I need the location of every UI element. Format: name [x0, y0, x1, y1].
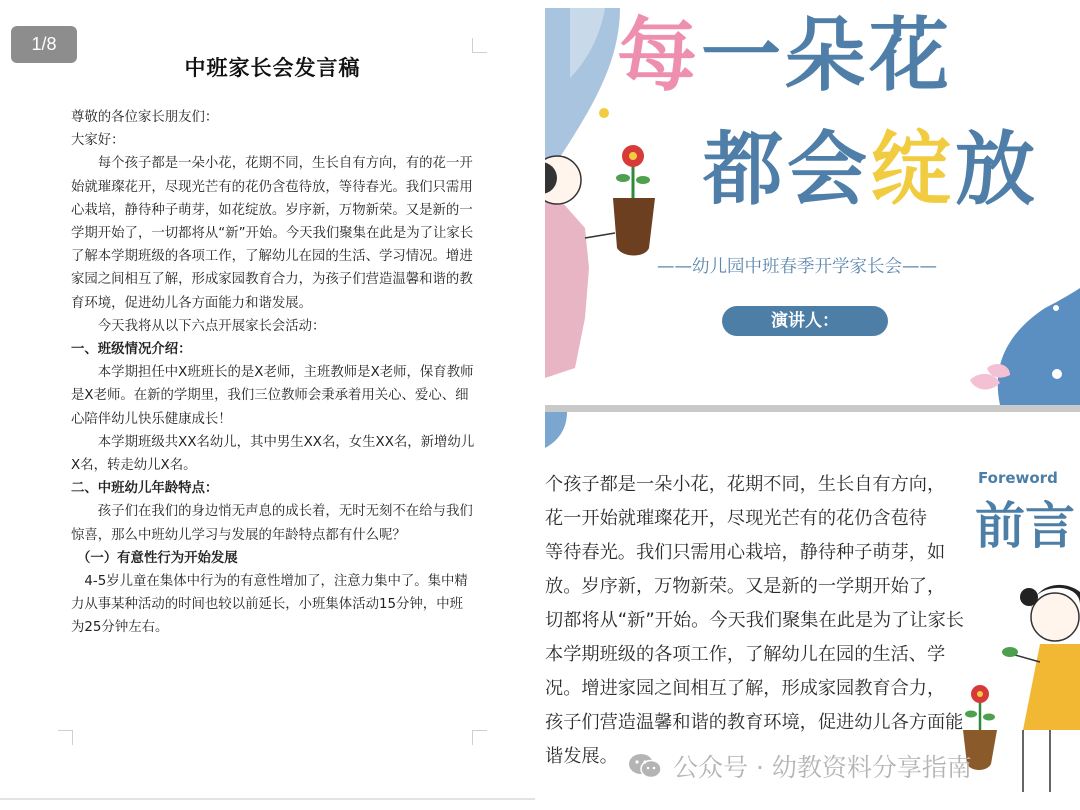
- greeting: 大家好：: [71, 133, 125, 149]
- corner-blob-shape: [998, 288, 1080, 405]
- watermark-text: 公众号 · 幼教资料分享指南: [673, 753, 972, 782]
- foreword-line: 个孩子都是一朵小花，花期不同，生长自有方向，: [545, 474, 946, 495]
- document-title: 中班家长会发言稿: [184, 56, 361, 80]
- document-body: [71, 106, 476, 640]
- foreword-text: [545, 468, 965, 774]
- dot-shape: [599, 108, 609, 118]
- girl-dress-shape: [1023, 644, 1080, 730]
- leaf-shape: [616, 174, 630, 182]
- cover-subtitle: ——幼儿园中班春季开学家长会——: [657, 257, 937, 277]
- foreword-line: 谐发展。: [545, 746, 618, 767]
- wechat-icon: [627, 752, 663, 780]
- page-bottom-divider: [0, 798, 535, 800]
- teachers-paragraph: 本学期担任中X班班长的是X老师，主班教师是X老师，保育教师是X老师。在新的学期里，我们三位教师会秉承着用关心、爱心、细心陪伴幼儿快乐健康成长！: [71, 365, 474, 427]
- slide-separator: [545, 405, 1080, 412]
- cover-slide: [545, 8, 1080, 405]
- leaf-shape: [983, 714, 995, 721]
- foreword-label: Foreword: [978, 469, 1058, 487]
- foreword-line: 花一开始就璀璨花开，尽现光芒有的花仍含苞待: [545, 508, 927, 529]
- dot-shape: [1052, 369, 1062, 379]
- title-char-yellow: 绽: [871, 123, 955, 216]
- section-heading-2: 二、中班幼儿年龄特点：: [71, 481, 219, 497]
- document-page: [0, 0, 535, 810]
- intro-paragraph: 每个孩子都是一朵小花，花期不同，生长自有方向，有的花一开始就璀璨花开，尽现光芒有的花仍含苞待放，等待春光。我们只需用心栽培，静待种子萌芽，如花绽放。岁序新，万物新荣。又是新的一学期开始了，一切都将从“新”开始。今天我们聚集在此是为了让家长了解本学期班级的各项工作，了解幼儿在园的生活、学习情况。增进家园之间相互了解，形成家园教育合力，为孩子们营造温馨和谐的教育环境，促进幼儿各方面能力和谐发展。: [71, 156, 474, 311]
- section-heading-1: 一、班级情况介绍：: [71, 342, 192, 358]
- page-corner-mark: [472, 730, 487, 745]
- title-chars-blue: 放: [955, 123, 1039, 216]
- foreword-line: 孩子们营造温馨和谐的教育环境，促进幼儿各方面能: [545, 712, 964, 733]
- foreword-line: 况。增进家园之间相互了解，形成家园教育合力，: [545, 678, 946, 699]
- salutation: 尊敬的各位家长朋友们：: [71, 110, 219, 125]
- leaf-shape: [636, 176, 650, 184]
- girl-figure-shape: [545, 183, 589, 378]
- foreword-slide: [545, 412, 1080, 810]
- age-traits-paragraph: 孩子们在我们的身边悄无声息的成长着，无时无刻不在给与我们惊喜，那么中班幼儿学习与发展的年龄特点都有什么呢？: [71, 504, 473, 543]
- page-corner-mark: [58, 730, 73, 745]
- leaf-shape: [1002, 647, 1018, 657]
- cover-title-line-1: [617, 8, 953, 106]
- foreword-line: 切都将从“新”开始。今天我们聚集在此是为了让家长: [545, 610, 964, 631]
- girl-arm-shape: [1015, 655, 1040, 662]
- flower-center-shape: [977, 691, 983, 697]
- behavior-paragraph: 4-5岁儿童在集体中行为的有意性增加了，注意力集中了。集中精力从事某种活动的时间也较以前延长，小班集体活动15分钟，中班为25分钟左右。: [71, 574, 468, 636]
- foreword-line: 本学期班级的各项工作，了解幼儿在园的生活、学: [545, 644, 946, 665]
- class-size-paragraph: 本学期班级共XX名幼儿，其中男生XX名，女生XX名，新增幼儿X名，转走幼儿X名。: [71, 434, 475, 474]
- title-chars-blue: 都会: [703, 123, 871, 216]
- girl-hair-bun-shape: [1020, 588, 1038, 606]
- agenda-paragraph: 今天我将从以下六点开展家长会活动：: [97, 318, 326, 334]
- foreword-title: 前言: [975, 497, 1075, 555]
- title-chars-blue: 一朵花: [701, 9, 953, 102]
- subsection-heading: （一）有意性行为开始发展: [77, 550, 238, 566]
- page-indicator: 1/8: [11, 26, 77, 63]
- girl-arm-shape: [585, 233, 615, 238]
- flower-pot-shape: [613, 198, 655, 256]
- leaf-shape: [965, 711, 977, 718]
- watermark: [627, 748, 972, 784]
- foreword-line: 放。岁序新，万物新荣。又是新的一学期开始了，: [545, 576, 946, 597]
- foreword-line: 等待春光。我们只需用心栽培，静待种子萌芽，如: [545, 542, 946, 563]
- page-corner-mark: [472, 38, 487, 53]
- slides-panel: [545, 0, 1080, 810]
- girl-face-shape: [1031, 593, 1079, 641]
- title-char-pink: 每: [617, 9, 701, 102]
- flower-center-shape: [629, 152, 637, 160]
- dot-shape: [1053, 305, 1059, 311]
- speaker-pill: 演讲人：: [722, 306, 888, 336]
- cover-title-line-2: [703, 120, 1039, 220]
- corner-blob-shape: [545, 412, 567, 448]
